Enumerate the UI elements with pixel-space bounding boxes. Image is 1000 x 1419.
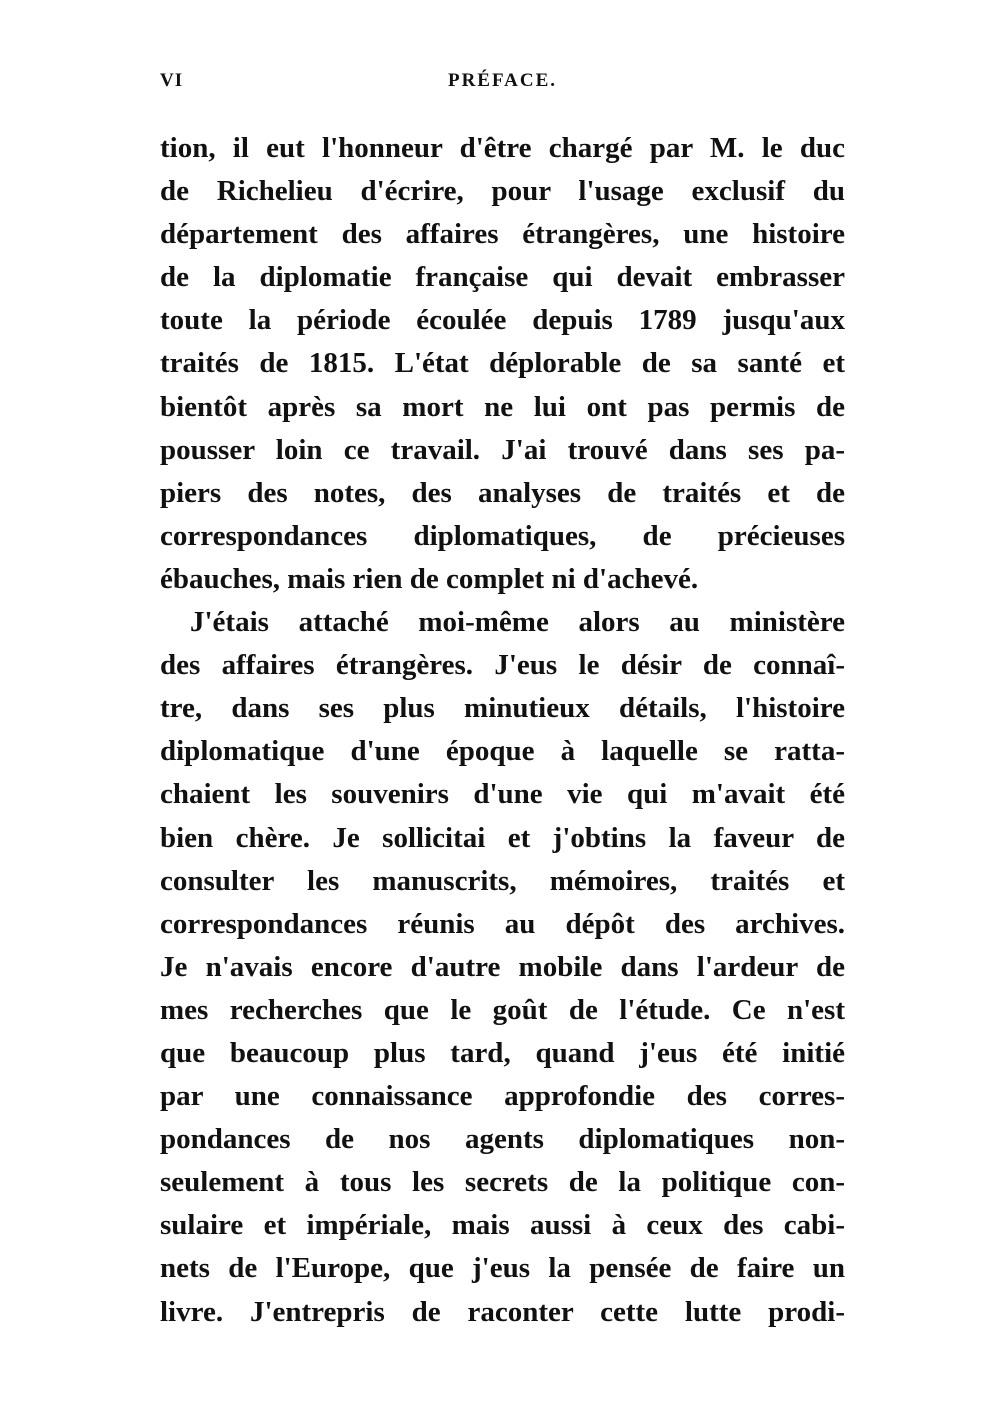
text-line: piers des notes, des analyses de traités et de	[160, 476, 845, 509]
running-head	[160, 70, 845, 100]
text-line: pondances de nos agents diplomatiques non-	[160, 1123, 845, 1156]
text-line: sulaire et impériale, mais aussi à ceux des cabi-	[160, 1209, 845, 1242]
text-line: de la diplomatie française qui devait embrasser	[160, 261, 845, 294]
text-line: chaient les souvenirs d'une vie qui m'avait été	[160, 778, 845, 811]
text-line: ébauches, mais rien de complet ni d'achevé.	[160, 562, 699, 595]
text-line: J'étais attaché moi-même alors au ministère	[190, 606, 845, 639]
text-line: mes recherches que le goût de l'étude. Ce n'est	[160, 993, 845, 1026]
text-line: bien chère. Je sollicitai et j'obtins la faveur de	[160, 821, 845, 854]
text-line: seulement à tous les secrets de la politique con-	[160, 1166, 845, 1199]
text-line: diplomatique d'une époque à laquelle se ratta-	[160, 735, 845, 768]
page-title: PRÉFACE.	[447, 70, 558, 91]
text-line: des affaires étrangères. J'eus le désir de connaî-	[160, 649, 845, 682]
page-number: VI	[160, 70, 184, 91]
body-text	[160, 127, 845, 1334]
text-line: consulter les manuscrits, mémoires, traités et	[160, 864, 845, 897]
text-line: traités de 1815. L'état déplorable de sa santé et	[160, 347, 845, 380]
text-line: département des affaires étrangères, une histoire	[160, 218, 845, 251]
text-line: de Richelieu d'écrire, pour l'usage exclusif du	[160, 175, 845, 208]
text-line: tre, dans ses plus minutieux détails, l'histoire	[160, 692, 845, 725]
text-line: livre. J'entrepris de raconter cette lutte prodi-	[160, 1295, 845, 1328]
text-line: toute la période écoulée depuis 1789 jusqu'aux	[160, 304, 845, 337]
text-line: correspondances réunis au dépôt des archives.	[160, 907, 845, 940]
text-line: correspondances diplomatiques, de précieuses	[160, 519, 845, 552]
text-line: tion, il eut l'honneur d'être chargé par M. le duc	[160, 132, 845, 164]
text-line: bientôt après sa mort ne lui ont pas permis de	[160, 390, 845, 423]
text-line: que beaucoup plus tard, quand j'eus été initié	[160, 1036, 845, 1069]
text-line: Je n'avais encore d'autre mobile dans l'ardeur de	[160, 950, 845, 983]
text-line: nets de l'Europe, que j'eus la pensée de faire un	[160, 1252, 845, 1285]
text-line: pousser loin ce travail. J'ai trouvé dans ses pa-	[160, 433, 845, 466]
text-line: par une connaissance approfondie des corres-	[160, 1080, 845, 1113]
